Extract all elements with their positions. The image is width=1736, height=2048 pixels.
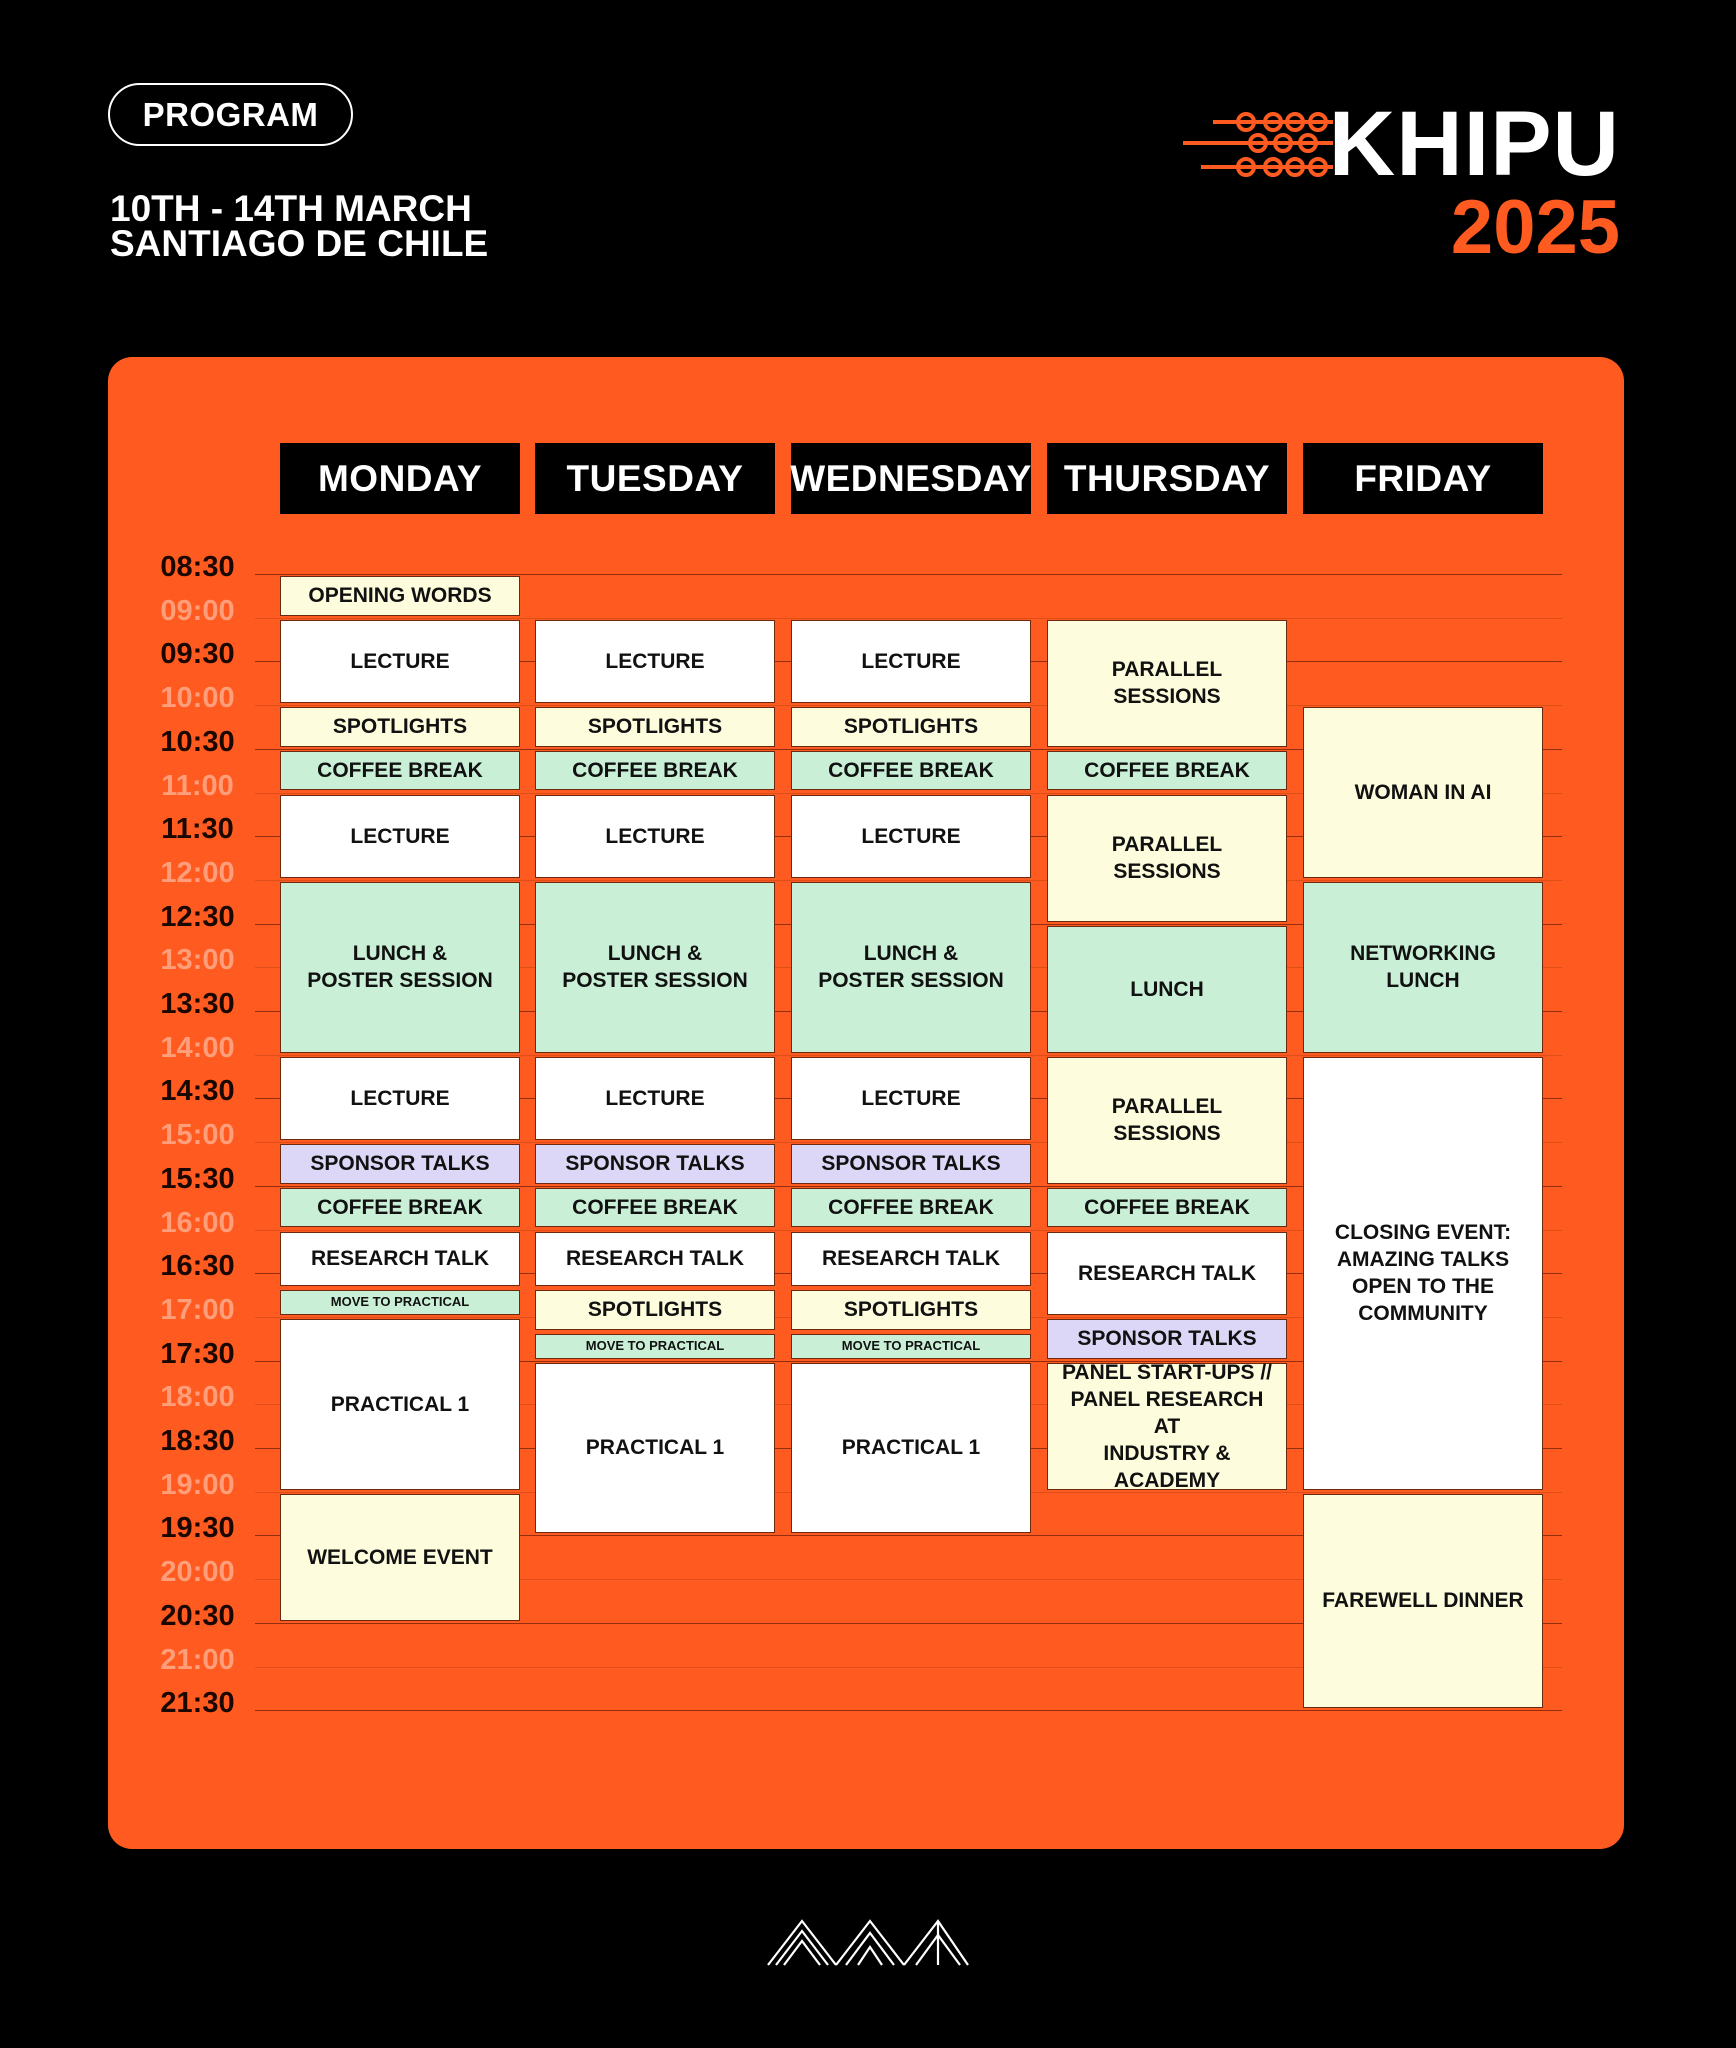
schedule-event: COFFEE BREAK <box>791 751 1031 791</box>
gridline <box>255 1055 1562 1056</box>
schedule-event: LUNCH & POSTER SESSION <box>791 882 1031 1053</box>
time-label: 14:00 <box>160 1031 235 1064</box>
time-label: 19:30 <box>160 1512 235 1545</box>
day-header-wednesday: WEDNESDAY <box>791 443 1031 514</box>
schedule-event: SPONSOR TALKS <box>791 1144 1031 1184</box>
schedule-event: FAREWELL DINNER <box>1303 1494 1543 1709</box>
gridline <box>255 574 1562 575</box>
schedule-event: SPONSOR TALKS <box>1047 1319 1287 1359</box>
schedule-event: SPOTLIGHTS <box>535 707 775 747</box>
schedule-event: RESEARCH TALK <box>535 1232 775 1287</box>
gridline <box>255 618 1562 619</box>
schedule-event: LECTURE <box>535 1057 775 1140</box>
schedule-event: MOVE TO PRACTICAL <box>791 1334 1031 1359</box>
schedule-event: CLOSING EVENT: AMAZING TALKS OPEN TO THE COMMUNITY <box>1303 1057 1543 1490</box>
schedule-event: PARALLEL SESSIONS <box>1047 795 1287 922</box>
time-label: 10:00 <box>160 682 235 715</box>
schedule-event: SPONSOR TALKS <box>280 1144 520 1184</box>
time-label: 18:00 <box>160 1381 235 1414</box>
gridline <box>255 1710 1562 1711</box>
time-label: 14:30 <box>160 1075 235 1108</box>
schedule-event: PRACTICAL 1 <box>791 1363 1031 1534</box>
schedule-event: LECTURE <box>791 620 1031 703</box>
time-label: 15:30 <box>160 1162 235 1195</box>
time-label: 20:30 <box>160 1599 235 1632</box>
schedule-event: WOMAN IN AI <box>1303 707 1543 878</box>
schedule-event: RESEARCH TALK <box>791 1232 1031 1287</box>
time-label: 17:30 <box>160 1337 235 1370</box>
schedule-event: COFFEE BREAK <box>791 1188 1031 1228</box>
schedule-event: COFFEE BREAK <box>535 751 775 791</box>
event-city: SANTIAGO DE CHILE <box>110 223 489 264</box>
schedule-event: LECTURE <box>535 795 775 878</box>
schedule-event: LECTURE <box>791 795 1031 878</box>
schedule-event: COFFEE BREAK <box>1047 1188 1287 1228</box>
schedule-event: PARALLEL SESSIONS <box>1047 1057 1287 1184</box>
schedule-event: WELCOME EVENT <box>280 1494 520 1621</box>
schedule-event: SPOTLIGHTS <box>535 1290 775 1330</box>
gridline <box>255 705 1562 706</box>
schedule-event: SPOTLIGHTS <box>280 707 520 747</box>
time-label: 13:30 <box>160 988 235 1020</box>
schedule-event: PRACTICAL 1 <box>280 1319 520 1490</box>
schedule-event: RESEARCH TALK <box>1047 1232 1287 1315</box>
schedule-event: COFFEE BREAK <box>280 1188 520 1228</box>
time-label: 18:30 <box>160 1425 235 1457</box>
time-label: 13:00 <box>160 944 235 977</box>
schedule-event: RESEARCH TALK <box>280 1232 520 1287</box>
time-label: 11:00 <box>161 769 234 802</box>
time-label: 20:00 <box>160 1556 235 1589</box>
gridline <box>255 880 1562 881</box>
brand-name: KHIPU <box>1328 93 1620 195</box>
schedule-event: PANEL START-UPS // PANEL RESEARCH AT INDUSTRY & ACADEMY <box>1047 1363 1287 1490</box>
brand-year: 2025 <box>1450 185 1620 270</box>
time-label: 09:30 <box>160 638 235 671</box>
schedule-event: PRACTICAL 1 <box>535 1363 775 1534</box>
time-label: 12:30 <box>160 900 235 933</box>
time-label: 16:30 <box>160 1250 235 1283</box>
schedule-event: LUNCH <box>1047 926 1287 1053</box>
schedule-event: LECTURE <box>535 620 775 703</box>
time-label: 12:00 <box>160 856 235 889</box>
day-header-monday: MONDAY <box>280 443 520 514</box>
schedule-event: COFFEE BREAK <box>1047 751 1287 791</box>
schedule-event: SPOTLIGHTS <box>791 1290 1031 1330</box>
schedule-event: LECTURE <box>280 620 520 703</box>
day-header-thursday: THURSDAY <box>1047 443 1287 514</box>
time-label: 21:30 <box>160 1687 235 1720</box>
schedule-event: MOVE TO PRACTICAL <box>280 1290 520 1315</box>
time-label: 10:30 <box>160 725 235 758</box>
schedule-event: LUNCH & POSTER SESSION <box>535 882 775 1053</box>
schedule-event: LUNCH & POSTER SESSION <box>280 882 520 1053</box>
time-label: 16:00 <box>160 1206 235 1239</box>
time-label: 11:30 <box>161 813 234 846</box>
schedule-event: OPENING WORDS <box>280 576 520 616</box>
schedule-event: SPOTLIGHTS <box>791 707 1031 747</box>
schedule-event: MOVE TO PRACTICAL <box>535 1334 775 1359</box>
schedule-event: COFFEE BREAK <box>280 751 520 791</box>
program-badge: PROGRAM <box>108 83 353 146</box>
schedule-event: SPONSOR TALKS <box>535 1144 775 1184</box>
time-label: 09:00 <box>160 594 235 627</box>
day-header-tuesday: TUESDAY <box>535 443 775 514</box>
time-label: 21:00 <box>160 1643 235 1676</box>
schedule-event: LECTURE <box>280 795 520 878</box>
schedule-event: NETWORKING LUNCH <box>1303 882 1543 1053</box>
event-dates: 10TH - 14TH MARCH <box>110 188 472 229</box>
time-label: 08:30 <box>160 551 235 583</box>
schedule-event: LECTURE <box>791 1057 1031 1140</box>
time-label: 17:00 <box>160 1293 235 1326</box>
schedule-event: COFFEE BREAK <box>535 1188 775 1228</box>
mountains-icon <box>766 1917 970 1972</box>
schedule-event: PARALLEL SESSIONS <box>1047 620 1287 747</box>
time-label: 15:00 <box>160 1119 235 1152</box>
time-label: 19:00 <box>160 1468 235 1501</box>
day-header-friday: FRIDAY <box>1303 443 1543 514</box>
khipu-knots-icon <box>1183 110 1343 185</box>
schedule-event: LECTURE <box>280 1057 520 1140</box>
